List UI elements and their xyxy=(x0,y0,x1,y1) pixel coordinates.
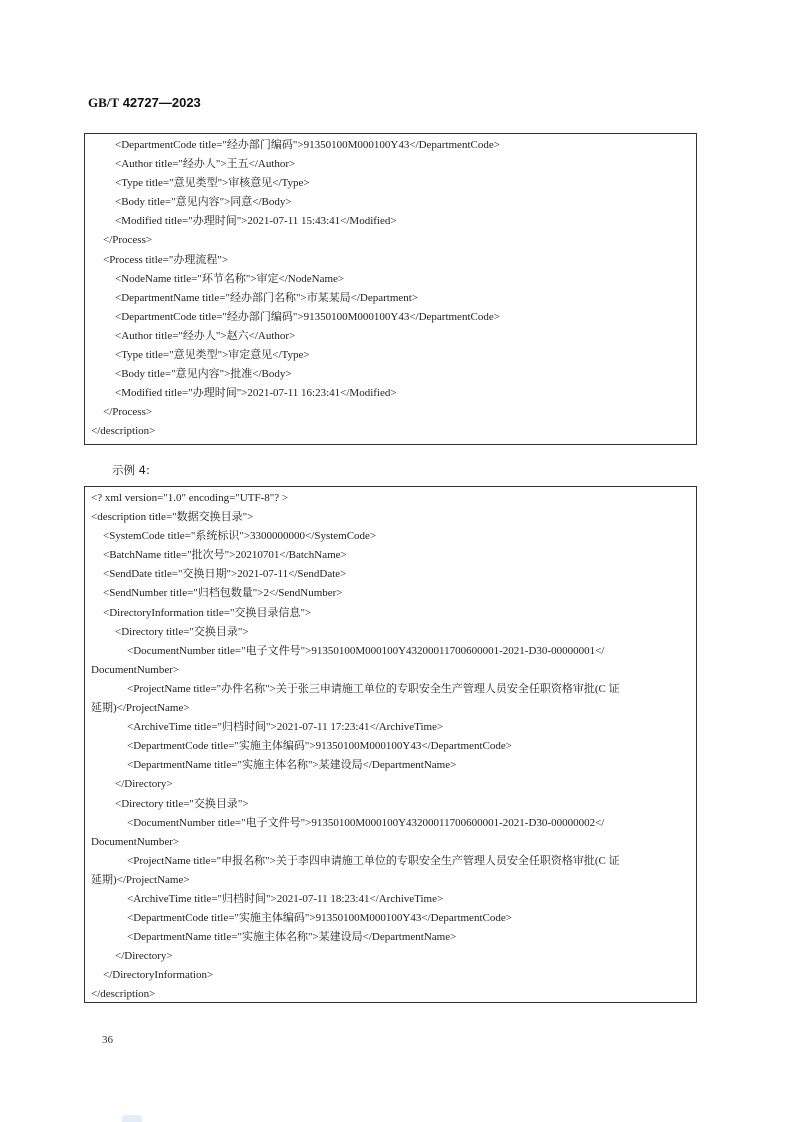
code-line: </Process> xyxy=(103,406,153,419)
code-line: DocumentNumber> xyxy=(91,835,180,848)
code-line: <DepartmentCode title="经办部门编码">91350100M000100Y43</DepartmentCode> xyxy=(115,139,500,151)
code-line: <NodeName title="环节名称">审定</NodeName> xyxy=(115,272,345,285)
code-line: <Directory title="交换目录"> xyxy=(115,797,249,810)
code-line: <DocumentNumber title="电子文件号">91350100M000100Y43200011700600001-2021-D30-00000002</ xyxy=(127,816,605,829)
code-line: </DirectoryInformation> xyxy=(103,969,214,982)
code-line: <DepartmentCode title="经办部门编码">91350100M000100Y43</DepartmentCode> xyxy=(115,310,500,323)
code-line: <Process title="办理流程"> xyxy=(103,253,229,266)
code-line: <Author title="经办人">赵六</Author> xyxy=(115,329,296,342)
code-line: <DepartmentName title="经办部门名称">市某某局</Department> xyxy=(115,291,419,304)
code-line: </description> xyxy=(91,425,156,438)
code-line: 延期)</ProjectName> xyxy=(91,873,190,886)
xml-example-box-4 xyxy=(84,486,697,1003)
code-line: <DepartmentName title="实施主体名称">某建设局</DepartmentName> xyxy=(127,931,457,944)
code-line: <Modified title="办理时间">2021-07-11 16:23:41</Modified> xyxy=(115,387,397,400)
standard-number: 42727—2023 xyxy=(122,95,201,110)
code-line: <DepartmentCode title="实施主体编码">91350100M000100Y43</DepartmentCode> xyxy=(127,740,512,753)
code-line: <DepartmentName title="实施主体名称">某建设局</DepartmentName> xyxy=(127,759,457,772)
code-line: <ArchiveTime title="归档时间">2021-07-11 18:23:41</ArchiveTime> xyxy=(127,892,444,905)
code-line: <DepartmentCode title="实施主体编码">91350100M000100Y43</DepartmentCode> xyxy=(127,912,512,925)
code-line: <DirectoryInformation title="交换目录信息"> xyxy=(103,606,312,619)
page-number: 36 xyxy=(102,1034,113,1046)
code-line: 延期)</ProjectName> xyxy=(91,702,190,715)
code-line: <? xml version="1.0" encoding="UTF-8"? > xyxy=(91,492,289,504)
code-line: <Body title="意见内容">批准</Body> xyxy=(115,368,292,381)
code-line: </Directory> xyxy=(115,950,173,963)
xml-example-box-continued xyxy=(84,133,697,445)
code-line: <SendNumber title="归档包数量">2</SendNumber> xyxy=(103,587,343,600)
code-line: <ProjectName title="办件名称">关于张三申请施工单位的专职安全生产管理人员安全任职资格审批(C 证 xyxy=(127,682,620,695)
code-line: <ProjectName title="申报名称">关于李四申请施工单位的专职安全生产管理人员安全任职资格审批(C 证 xyxy=(127,854,620,867)
code-line: </Process> xyxy=(103,234,153,247)
code-line: </description> xyxy=(91,988,156,1001)
code-line: <Body title="意见内容">同意</Body> xyxy=(115,196,292,209)
code-line: <ArchiveTime title="归档时间">2021-07-11 17:23:41</ArchiveTime> xyxy=(127,721,444,734)
example-label: 示例 4: xyxy=(112,463,150,477)
scan-artifact xyxy=(122,1115,142,1122)
code-line: <description title="数据交换目录"> xyxy=(91,511,254,524)
code-line: <Type title="意见类型">审核意见</Type> xyxy=(115,177,310,190)
code-line: <BatchName title="批次号">20210701</BatchName> xyxy=(103,549,347,562)
code-line: <Modified title="办理时间">2021-07-11 15:43:41</Modified> xyxy=(115,215,397,228)
standard-prefix: GB/T xyxy=(88,95,120,110)
code-line: <DocumentNumber title="电子文件号">91350100M000100Y43200011700600001-2021-D30-00000001</ xyxy=(127,644,605,657)
code-line: <Directory title="交换目录"> xyxy=(115,625,249,638)
code-line: <Type title="意见类型">审定意见</Type> xyxy=(115,349,310,362)
standard-header xyxy=(88,95,201,111)
code-line: <SendDate title="交换日期">2021-07-11</SendDate> xyxy=(103,568,347,581)
code-line: <SystemCode title="系统标识">3300000000</SystemCode> xyxy=(103,530,377,543)
code-line: DocumentNumber> xyxy=(91,663,180,676)
code-line: <Author title="经办人">王五</Author> xyxy=(115,158,296,171)
code-line: </Directory> xyxy=(115,778,173,791)
